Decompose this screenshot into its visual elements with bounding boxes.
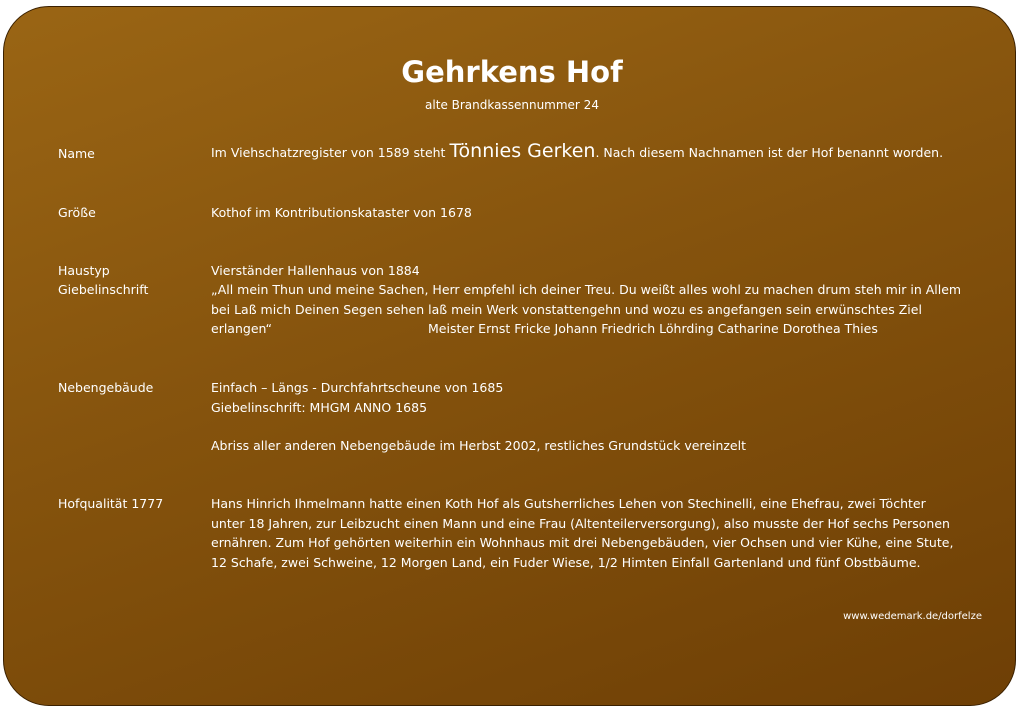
name-text-before: Im Viehschatzregister von 1589 steht xyxy=(211,145,450,160)
nebengebaeude-line-3: Abriss aller anderen Nebengebäude im Herbst 2002, restliches Grundstück vereinzelt xyxy=(211,438,746,453)
value-groesse: Kothof im Kontributionskataster von 1678 xyxy=(211,205,472,220)
label-hofqualitaet: Hofqualität 1777 xyxy=(58,496,164,511)
giebelinschrift-line-3-start: erlangen“ xyxy=(211,321,272,336)
value-haustyp: Vierständer Hallenhaus von 1884 xyxy=(211,263,420,278)
value-name xyxy=(211,142,991,163)
name-highlight: Tönnies Gerken xyxy=(449,140,596,162)
label-groesse: Größe xyxy=(58,205,96,220)
label-haustyp: Haustyp xyxy=(58,263,110,278)
hofqualitaet-line-4: 12 Schafe, zwei Schweine, 12 Morgen Land, ein Fuder Wiese, 1/2 Himten Einfall Gartenland und fünf Obstbäume. xyxy=(211,554,921,570)
giebelinschrift-line-3-end: Meister Ernst Fricke Johann Friedrich Löhrding Catharine Dorothea Thies xyxy=(428,321,878,336)
giebelinschrift-line-1: „All mein Thun und meine Sachen, Herr empfehl ich deiner Treu. Du weißt alles wohl zu machen drum steh mir in Allem xyxy=(211,282,962,297)
value-nebengebaeude xyxy=(211,378,991,456)
giebelinschrift-line-2: bei Laß mich Deinen Segen sehen laß mein Werk vonstattengehn und wozu es angefangen sein erwünschtes Ziel xyxy=(211,301,922,317)
page-subtitle: alte Brandkassennummer 24 xyxy=(425,98,599,112)
hofqualitaet-line-2: unter 18 Jahren, zur Leibzucht einen Mann und eine Frau (Altenteilerversorgung), also musste der Hof sechs Personen xyxy=(211,515,950,531)
nebengebaeude-line-1: Einfach – Längs - Durchfahrtscheune von 1685 xyxy=(211,380,504,395)
label-nebengebaeude: Nebengebäude xyxy=(58,380,154,395)
nebengebaeude-line-2: Giebelinschrift: MHGM ANNO 1685 xyxy=(211,399,428,415)
hofqualitaet-line-3: ernähren. Zum Hof gehörten weiterhin ein Wohnhaus mit drei Nebengebäuden, vier Ochsen und vier Kühe, eine Stute, xyxy=(211,535,954,550)
value-hofqualitaet xyxy=(211,494,991,572)
hofqualitaet-line-1: Hans Hinrich Ihmelmann hatte einen Koth Hof als Gutsherrliches Lehen von Stechinelli, eine Ehefrau, zwei Töchter xyxy=(211,496,926,511)
name-text-after: . Nach diesem Nachnamen ist der Hof benannt worden. xyxy=(595,145,944,160)
giebelinschrift-line-3 xyxy=(211,319,991,339)
value-giebelinschrift xyxy=(211,280,991,339)
label-giebelinschrift: Giebelinschrift xyxy=(58,282,149,297)
label-name: Name xyxy=(58,146,95,161)
footer-url: www.wedemark.de/dorfelze xyxy=(843,611,982,622)
page-title: Gehrkens Hof xyxy=(401,55,623,89)
